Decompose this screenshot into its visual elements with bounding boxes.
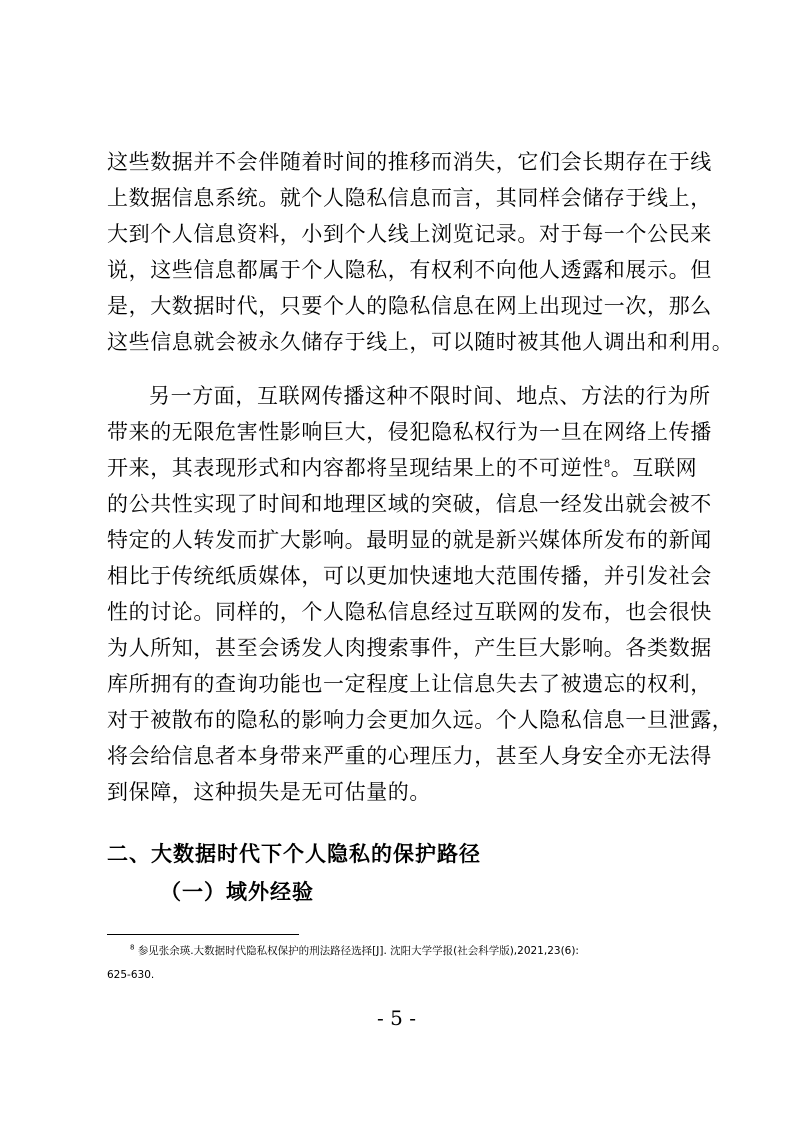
footnote-line: [130, 940, 690, 962]
text-line: 性的讨论。同样的，个人隐私信息经过互联网的发布，也会很快: [107, 600, 712, 624]
text-segment: 开来，其表现形式和内容都将呈现结果上的不可逆性: [107, 456, 604, 480]
text-line: 大到个人信息资料，小到个人线上浏览记录。对于每一个公民来: [107, 222, 712, 246]
footnote-text: 参见张余瑛.大数据时代隐私权保护的刑法路径选择[J]. 沈阳大学学报(社会科学版),2021,23(6):: [137, 945, 579, 957]
text-line: 为人所知，甚至会诱发人肉搜索事件，产生巨大影响。各类数据: [107, 636, 712, 660]
text-line: 这些信息就会被永久储存于线上，可以随时被其他人调出和利用。: [107, 330, 734, 354]
text-line: 对于被散布的隐私的影响力会更加久远。个人隐私信息一旦泄露，: [107, 708, 734, 732]
page-number: - 5 -: [377, 1006, 416, 1030]
text-line: 特定的人转发而扩大影响。最明显的就是新兴媒体所发布的新闻: [107, 528, 712, 552]
footnote-line: 625-630.: [107, 969, 155, 981]
text-line: 是，大数据时代，只要个人的隐私信息在网上出现过一次，那么: [107, 294, 712, 318]
text-line: 这些数据并不会伴随着时间的推移而消失，它们会长期存在于线: [107, 150, 712, 174]
text-segment: 。互联网: [610, 456, 698, 480]
text-line: 另一方面，互联网传播这种不限时间、地点、方法的行为所: [149, 384, 711, 408]
text-line: 相比于传统纸质媒体，可以更加快速地大范围传播，并引发社会: [107, 564, 712, 588]
text-line: 说，这些信息都属于个人隐私，有权利不向他人透露和展示。但: [107, 258, 712, 282]
text-line: 带来的无限危害性影响巨大，侵犯隐私权行为一旦在网络上传播: [107, 420, 712, 444]
text-line: 的公共性实现了时间和地理区域的突破，信息一经发出就会被不: [107, 492, 712, 516]
text-line: [107, 452, 707, 485]
footnote-reference[interactable]: 8: [603, 459, 611, 470]
text-line: 将会给信息者本身带来严重的心理压力，甚至人身安全亦无法得: [107, 744, 712, 768]
text-line: 库所拥有的查询功能也一定程度上让信息失去了被遗忘的权利，: [107, 672, 712, 696]
footnote-marker: 8: [130, 943, 135, 952]
subsection-heading: （一）域外经验: [160, 880, 314, 904]
text-line: 上数据信息系统。就个人隐私信息而言，其同样会储存于线上，: [107, 186, 712, 210]
section-heading: 二、大数据时代下个人隐私的保护路径: [107, 842, 481, 866]
text-line: 到保障，这种损失是无可估量的。: [107, 780, 431, 804]
footnote-separator: [107, 934, 299, 935]
